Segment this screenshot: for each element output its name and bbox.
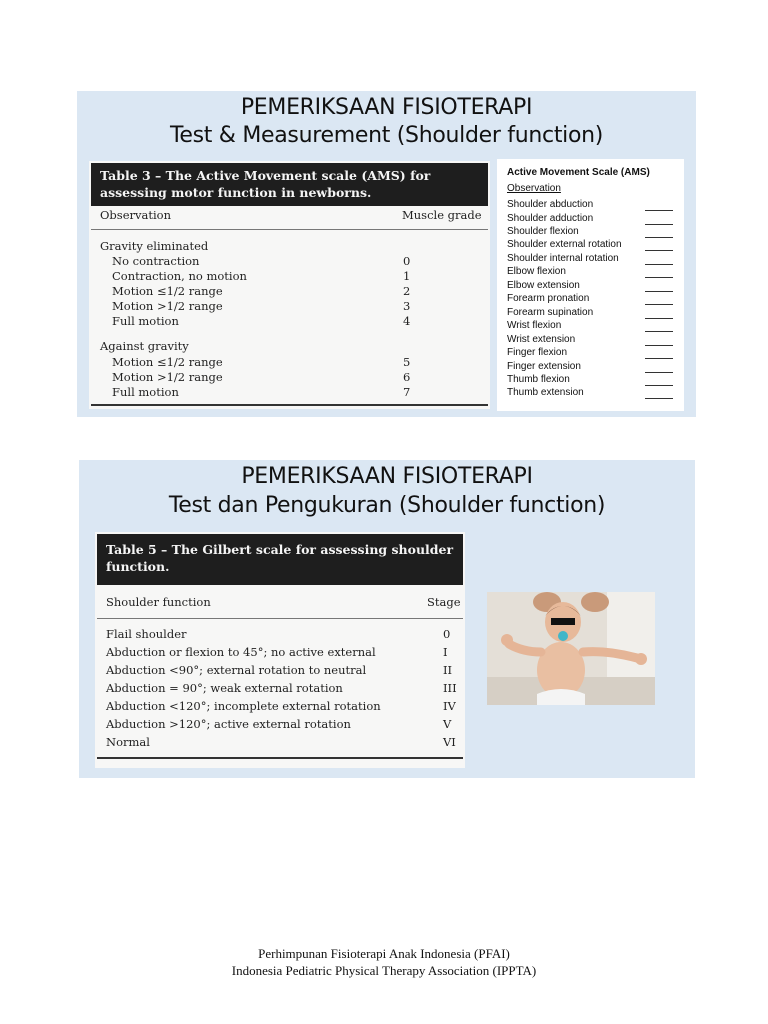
checklist-blank-line bbox=[645, 250, 673, 251]
checklist-item-label: Thumb flexion bbox=[507, 374, 570, 385]
checklist-blank-line bbox=[645, 210, 673, 211]
ams-table bbox=[89, 161, 490, 409]
slide-title-line2: Test dan Pengukuran (Shoulder function) bbox=[168, 493, 606, 518]
checklist-item-label: Elbow extension bbox=[507, 280, 580, 291]
table-row: Abduction <90°; external rotation to neutral II bbox=[106, 663, 453, 677]
table-row: Abduction >120°; active external rotation V bbox=[106, 717, 452, 731]
gilbert-table bbox=[95, 532, 465, 768]
checklist-item-label: Finger flexion bbox=[507, 347, 568, 358]
checklist-blank-line bbox=[645, 237, 673, 238]
checklist-blank-line bbox=[645, 331, 673, 332]
checklist-blank-line bbox=[645, 372, 673, 373]
checklist-item bbox=[507, 266, 675, 279]
checklist-title: Active Movement Scale (AMS) bbox=[507, 167, 650, 178]
checklist-item-label: Wrist extension bbox=[507, 334, 576, 345]
table-row: Motion ≤1/2 range 5 bbox=[112, 355, 411, 369]
table-row: Full motion 4 bbox=[112, 314, 411, 328]
checklist-item bbox=[507, 213, 675, 226]
checklist-subtitle: Observation bbox=[507, 183, 561, 194]
checklist-item-label: Finger extension bbox=[507, 361, 581, 372]
checklist-item bbox=[507, 226, 675, 239]
header-muscle-grade: Muscle grade bbox=[402, 208, 482, 222]
table-bottom-rule bbox=[91, 404, 488, 406]
table-row: Motion ≤1/2 range 2 bbox=[112, 284, 411, 298]
checklist-item bbox=[507, 280, 675, 293]
slide-title-line1: PEMERIKSAAN FISIOTERAPI bbox=[241, 464, 533, 489]
infant-photo bbox=[487, 592, 655, 705]
table-row: Motion >1/2 range 3 bbox=[112, 299, 411, 313]
ams-table-caption: Table 3 – The Active Movement scale (AMS) for assessing motor function in newborns. bbox=[91, 163, 488, 206]
checklist-item bbox=[507, 293, 675, 306]
footer-organization-english: Indonesia Pediatric Physical Therapy Association (IPPTA) bbox=[231, 963, 537, 978]
ams-table-header bbox=[91, 205, 488, 225]
checklist-item-label: Shoulder adduction bbox=[507, 213, 594, 224]
header-divider bbox=[91, 229, 488, 230]
slide-shoulder-test-measurement bbox=[77, 91, 696, 417]
group-label: Against gravity bbox=[100, 339, 189, 353]
checklist-blank-line bbox=[645, 358, 673, 359]
checklist-blank-line bbox=[645, 277, 673, 278]
checklist-blank-line bbox=[645, 291, 673, 292]
table-row: Abduction or flexion to 45°; no active external I bbox=[106, 645, 448, 659]
checklist-item-label: Elbow flexion bbox=[507, 266, 566, 277]
checklist-blank-line bbox=[645, 318, 673, 319]
checklist-blank-line bbox=[645, 224, 673, 225]
checklist-blank-line bbox=[645, 385, 673, 386]
checklist-item-label: Shoulder abduction bbox=[507, 199, 594, 210]
checklist-item-label: Shoulder internal rotation bbox=[507, 253, 619, 264]
checklist-item-label: Forearm pronation bbox=[507, 293, 590, 304]
checklist-item bbox=[507, 253, 675, 266]
ams-checklist bbox=[497, 159, 684, 411]
checklist-item-label: Wrist flexion bbox=[507, 320, 562, 331]
table-row: Abduction = 90°; weak external rotation III bbox=[106, 681, 457, 695]
header-shoulder-function: Shoulder function bbox=[106, 595, 211, 609]
checklist-item-label: Thumb extension bbox=[507, 387, 584, 398]
table-row: Full motion 7 bbox=[112, 385, 411, 399]
gilbert-table-caption bbox=[97, 534, 463, 585]
checklist-item bbox=[507, 361, 675, 374]
table-row: Motion >1/2 range 6 bbox=[112, 370, 411, 384]
slide-title-line1: PEMERIKSAAN FISIOTERAPI bbox=[240, 95, 533, 120]
infant-illustration bbox=[487, 592, 655, 705]
table-row: Abduction <120°; incomplete external rotation IV bbox=[106, 699, 456, 713]
caption-line2: function. bbox=[106, 559, 170, 574]
checklist-item-label: Shoulder flexion bbox=[507, 226, 579, 237]
checklist-item bbox=[507, 347, 675, 360]
checklist-item bbox=[507, 239, 675, 252]
gilbert-table-header bbox=[97, 592, 463, 612]
checklist-item bbox=[507, 320, 675, 333]
table-row: No contraction 0 bbox=[112, 254, 411, 268]
table-bottom-rule bbox=[97, 757, 463, 759]
slide-shoulder-test-pengukuran bbox=[79, 460, 695, 778]
header-stage: Stage bbox=[427, 595, 461, 609]
checklist-item-label: Shoulder external rotation bbox=[507, 239, 622, 250]
group-label: Gravity eliminated bbox=[100, 239, 209, 253]
checklist-blank-line bbox=[645, 264, 673, 265]
checklist-item bbox=[507, 334, 675, 347]
checklist-item-label: Forearm supination bbox=[507, 307, 594, 318]
checklist-blank-line bbox=[645, 398, 673, 399]
caption-line1: Table 5 – The Gilbert scale for assessing shoulder bbox=[106, 542, 454, 557]
checklist-item bbox=[507, 199, 675, 212]
footer-organization: Perhimpunan Fisioterapi Anak Indonesia (PFAI) bbox=[258, 946, 510, 961]
checklist-blank-line bbox=[645, 304, 673, 305]
checklist-item bbox=[507, 307, 675, 320]
checklist-item bbox=[507, 374, 675, 387]
header-divider bbox=[97, 618, 463, 619]
header-observation: Observation bbox=[100, 208, 171, 222]
slide-title-line2: Test & Measurement (Shoulder function) bbox=[169, 123, 604, 148]
table-row: Flail shoulder 0 bbox=[106, 627, 451, 641]
table-row: Contraction, no motion 1 bbox=[112, 269, 411, 283]
table-row: Normal VI bbox=[106, 735, 456, 749]
checklist-blank-line bbox=[645, 345, 673, 346]
checklist-item bbox=[507, 387, 675, 400]
